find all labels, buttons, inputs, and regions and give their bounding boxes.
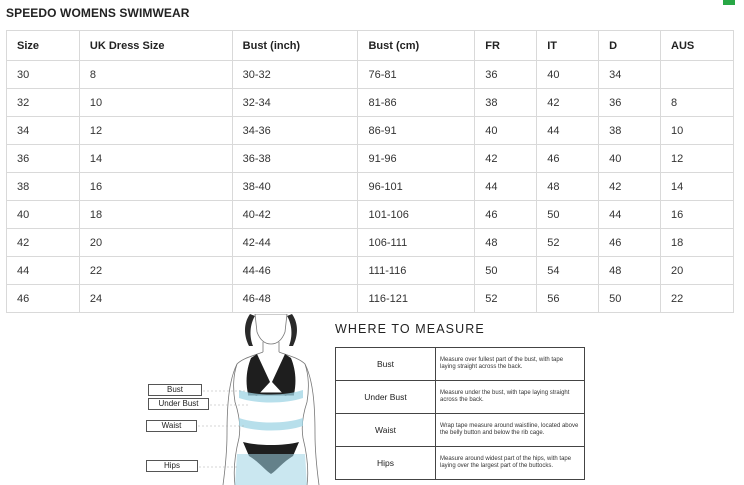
measure-row: [336, 447, 585, 480]
figure-label-under-bust: Under Bust: [148, 398, 209, 410]
table-row: [7, 229, 734, 257]
measure-description: Measure around widest part of the hips, with tape laying over the largest part of the buttocks.: [436, 447, 585, 480]
cell-size: 46: [7, 285, 80, 313]
measure-name: Hips: [336, 447, 436, 480]
cell-it: 48: [537, 173, 599, 201]
corner-marker: [723, 0, 735, 5]
where-to-measure-panel: [127, 314, 744, 485]
cell-aus: 12: [661, 145, 734, 173]
cell-fr: 52: [475, 285, 537, 313]
cell-it: 56: [537, 285, 599, 313]
cell-bust-cm: 96-101: [358, 173, 475, 201]
measure-row: [336, 348, 585, 381]
cell-bust-inch: 46-48: [232, 285, 358, 313]
measure-description: Measure over fullest part of the bust, with tape laying straight across the back.: [436, 348, 585, 381]
cell-uk-dress-size: 8: [79, 61, 232, 89]
cell-aus: 10: [661, 117, 734, 145]
cell-bust-cm: 91-96: [358, 145, 475, 173]
measure-name: Bust: [336, 348, 436, 381]
table-row: [7, 117, 734, 145]
size-table-body: [7, 61, 734, 313]
size-table-header-row: [7, 31, 734, 61]
cell-aus: 16: [661, 201, 734, 229]
cell-size: 34: [7, 117, 80, 145]
cell-uk-dress-size: 24: [79, 285, 232, 313]
cell-d: 38: [599, 117, 661, 145]
cell-fr: 42: [475, 145, 537, 173]
cell-d: 36: [599, 89, 661, 117]
cell-bust-cm: 111-116: [358, 257, 475, 285]
size-chart-table: [6, 30, 734, 313]
cell-size: 40: [7, 201, 80, 229]
figure-label-waist: Waist: [146, 420, 197, 432]
table-row: [7, 89, 734, 117]
column-header-bust-cm: Bust (cm): [358, 31, 475, 61]
cell-bust-inch: 30-32: [232, 61, 358, 89]
cell-size: 36: [7, 145, 80, 173]
cell-it: 42: [537, 89, 599, 117]
cell-fr: 36: [475, 61, 537, 89]
cell-bust-inch: 34-36: [232, 117, 358, 145]
column-header-d: D: [599, 31, 661, 61]
measure-description: Measure under the bust, with tape laying straight across the back.: [436, 381, 585, 414]
cell-uk-dress-size: 12: [79, 117, 232, 145]
cell-it: 52: [537, 229, 599, 257]
column-header-uk-dress-size: UK Dress Size: [79, 31, 232, 61]
figure-label-hips: Hips: [146, 460, 198, 472]
cell-it: 46: [537, 145, 599, 173]
table-row: [7, 173, 734, 201]
cell-bust-cm: 116-121: [358, 285, 475, 313]
measure-instructions-body: [336, 348, 585, 480]
cell-uk-dress-size: 20: [79, 229, 232, 257]
cell-uk-dress-size: 14: [79, 145, 232, 173]
cell-aus: 22: [661, 285, 734, 313]
table-row: [7, 257, 734, 285]
table-row: [7, 201, 734, 229]
cell-bust-cm: 101-106: [358, 201, 475, 229]
cell-d: 48: [599, 257, 661, 285]
cell-fr: 46: [475, 201, 537, 229]
cell-d: 44: [599, 201, 661, 229]
cell-size: 38: [7, 173, 80, 201]
cell-bust-inch: 40-42: [232, 201, 358, 229]
cell-d: 42: [599, 173, 661, 201]
cell-bust-inch: 36-38: [232, 145, 358, 173]
cell-d: 34: [599, 61, 661, 89]
body-figure: [127, 314, 337, 485]
cell-aus: 8: [661, 89, 734, 117]
cell-fr: 38: [475, 89, 537, 117]
cell-it: 40: [537, 61, 599, 89]
measure-description: Wrap tape measure around waistline, located above the belly button and below the rib cage.: [436, 414, 585, 447]
table-row: [7, 285, 734, 313]
cell-fr: 40: [475, 117, 537, 145]
figure-label-bust: Bust: [148, 384, 202, 396]
measure-instructions-table: [335, 347, 585, 480]
cell-aus: 14: [661, 173, 734, 201]
cell-bust-inch: 32-34: [232, 89, 358, 117]
cell-bust-inch: 44-46: [232, 257, 358, 285]
column-header-bust-inch: Bust (inch): [232, 31, 358, 61]
cell-size: 42: [7, 229, 80, 257]
column-header-it: IT: [537, 31, 599, 61]
cell-size: 44: [7, 257, 80, 285]
cell-fr: 50: [475, 257, 537, 285]
cell-bust-cm: 76-81: [358, 61, 475, 89]
column-header-fr: FR: [475, 31, 537, 61]
cell-fr: 44: [475, 173, 537, 201]
cell-it: 54: [537, 257, 599, 285]
where-to-measure-title: WHERE TO MEASURE: [335, 322, 485, 336]
page-title: SPEEDO WOMENS SWIMWEAR: [6, 6, 190, 20]
cell-uk-dress-size: 22: [79, 257, 232, 285]
cell-aus: [661, 61, 734, 89]
cell-it: 50: [537, 201, 599, 229]
cell-uk-dress-size: 10: [79, 89, 232, 117]
measure-name: Waist: [336, 414, 436, 447]
column-header-size: Size: [7, 31, 80, 61]
cell-fr: 48: [475, 229, 537, 257]
measure-name: Under Bust: [336, 381, 436, 414]
cell-d: 40: [599, 145, 661, 173]
cell-d: 50: [599, 285, 661, 313]
cell-d: 46: [599, 229, 661, 257]
table-row: [7, 145, 734, 173]
cell-bust-cm: 106-111: [358, 229, 475, 257]
cell-uk-dress-size: 18: [79, 201, 232, 229]
cell-bust-cm: 81-86: [358, 89, 475, 117]
measure-row: [336, 381, 585, 414]
cell-uk-dress-size: 16: [79, 173, 232, 201]
table-row: [7, 61, 734, 89]
cell-bust-inch: 38-40: [232, 173, 358, 201]
cell-aus: 20: [661, 257, 734, 285]
cell-size: 32: [7, 89, 80, 117]
cell-aus: 18: [661, 229, 734, 257]
cell-bust-inch: 42-44: [232, 229, 358, 257]
measure-row: [336, 414, 585, 447]
cell-size: 30: [7, 61, 80, 89]
column-header-aus: AUS: [661, 31, 734, 61]
cell-it: 44: [537, 117, 599, 145]
cell-bust-cm: 86-91: [358, 117, 475, 145]
